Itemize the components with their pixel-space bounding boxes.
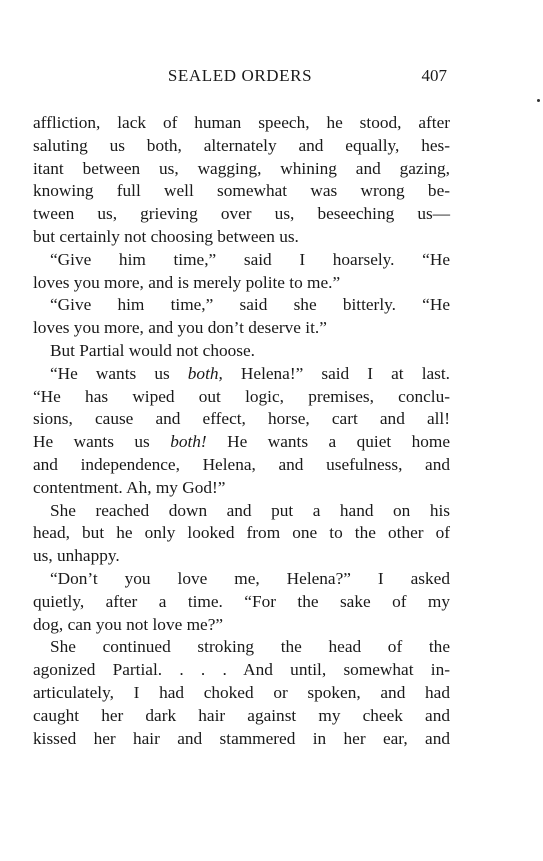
text-line: caught her dark hair against my cheek and	[33, 705, 450, 725]
text-line: “Give him time,” said I hoarsely. “He	[50, 249, 450, 269]
text-line: dog, can you not love me?”	[33, 614, 224, 634]
text-run: “He wants us	[50, 363, 188, 383]
body-text	[33, 112, 450, 750]
text-run: Helena!” said I at last.	[222, 363, 451, 383]
text-line: knowing full well somewhat was wrong be-	[33, 181, 450, 201]
text-line: articulately, I had choked or spoken, and had	[33, 682, 450, 702]
text-line: itant between us, wagging, whining and gazing,	[33, 158, 450, 178]
text-line: loves you more, and you don’t deserve it.”	[33, 318, 327, 338]
text-line: She continued stroking the head of the	[50, 637, 450, 657]
italic-emphasis: both,	[187, 363, 223, 383]
text-line: quietly, after a time. “For the sake of my	[33, 591, 450, 611]
text-line: She reached down and put a hand on his	[50, 500, 450, 520]
text-line: saluting us both, alternately and equally, hes-	[33, 135, 450, 155]
ink-speck	[537, 99, 540, 102]
text-line	[33, 363, 450, 386]
text-run: He wants a quiet home	[206, 432, 451, 452]
text-line: us, unhappy.	[33, 546, 120, 566]
text-line: “Don’t you love me, Helena?” I asked	[50, 568, 450, 588]
text-line: contentment. Ah, my God!”	[33, 477, 226, 497]
text-line: but certainly not choosing between us.	[33, 226, 299, 246]
text-line: head, but he only looked from one to the other of	[33, 523, 450, 543]
text-line: tween us, grieving over us, beseeching us—	[33, 204, 450, 224]
text-line: sions, cause and effect, horse, cart and all!	[33, 409, 450, 429]
text-line: and independence, Helena, and usefulness, and	[33, 454, 450, 474]
text-line: “Give him time,” said she bitterly. “He	[50, 295, 450, 315]
text-line	[33, 431, 450, 454]
text-line: affliction, lack of human speech, he stood, after	[33, 113, 450, 132]
text-line: kissed her hair and stammered in her ear, and	[33, 728, 450, 748]
italic-emphasis: both!	[170, 432, 207, 452]
text-line: agonized Partial. . . . And until, somewhat in-	[33, 660, 450, 680]
running-title: SEALED ORDERS	[167, 66, 313, 85]
text-run: He wants us	[33, 432, 171, 452]
running-head	[33, 64, 447, 88]
text-line: loves you more, and is merely polite to me.”	[33, 272, 341, 292]
text-line: But Partial would not choose.	[50, 340, 255, 360]
page-number: 407	[421, 66, 447, 85]
text-line: “He has wiped out logic, premises, conclu-	[33, 386, 450, 406]
